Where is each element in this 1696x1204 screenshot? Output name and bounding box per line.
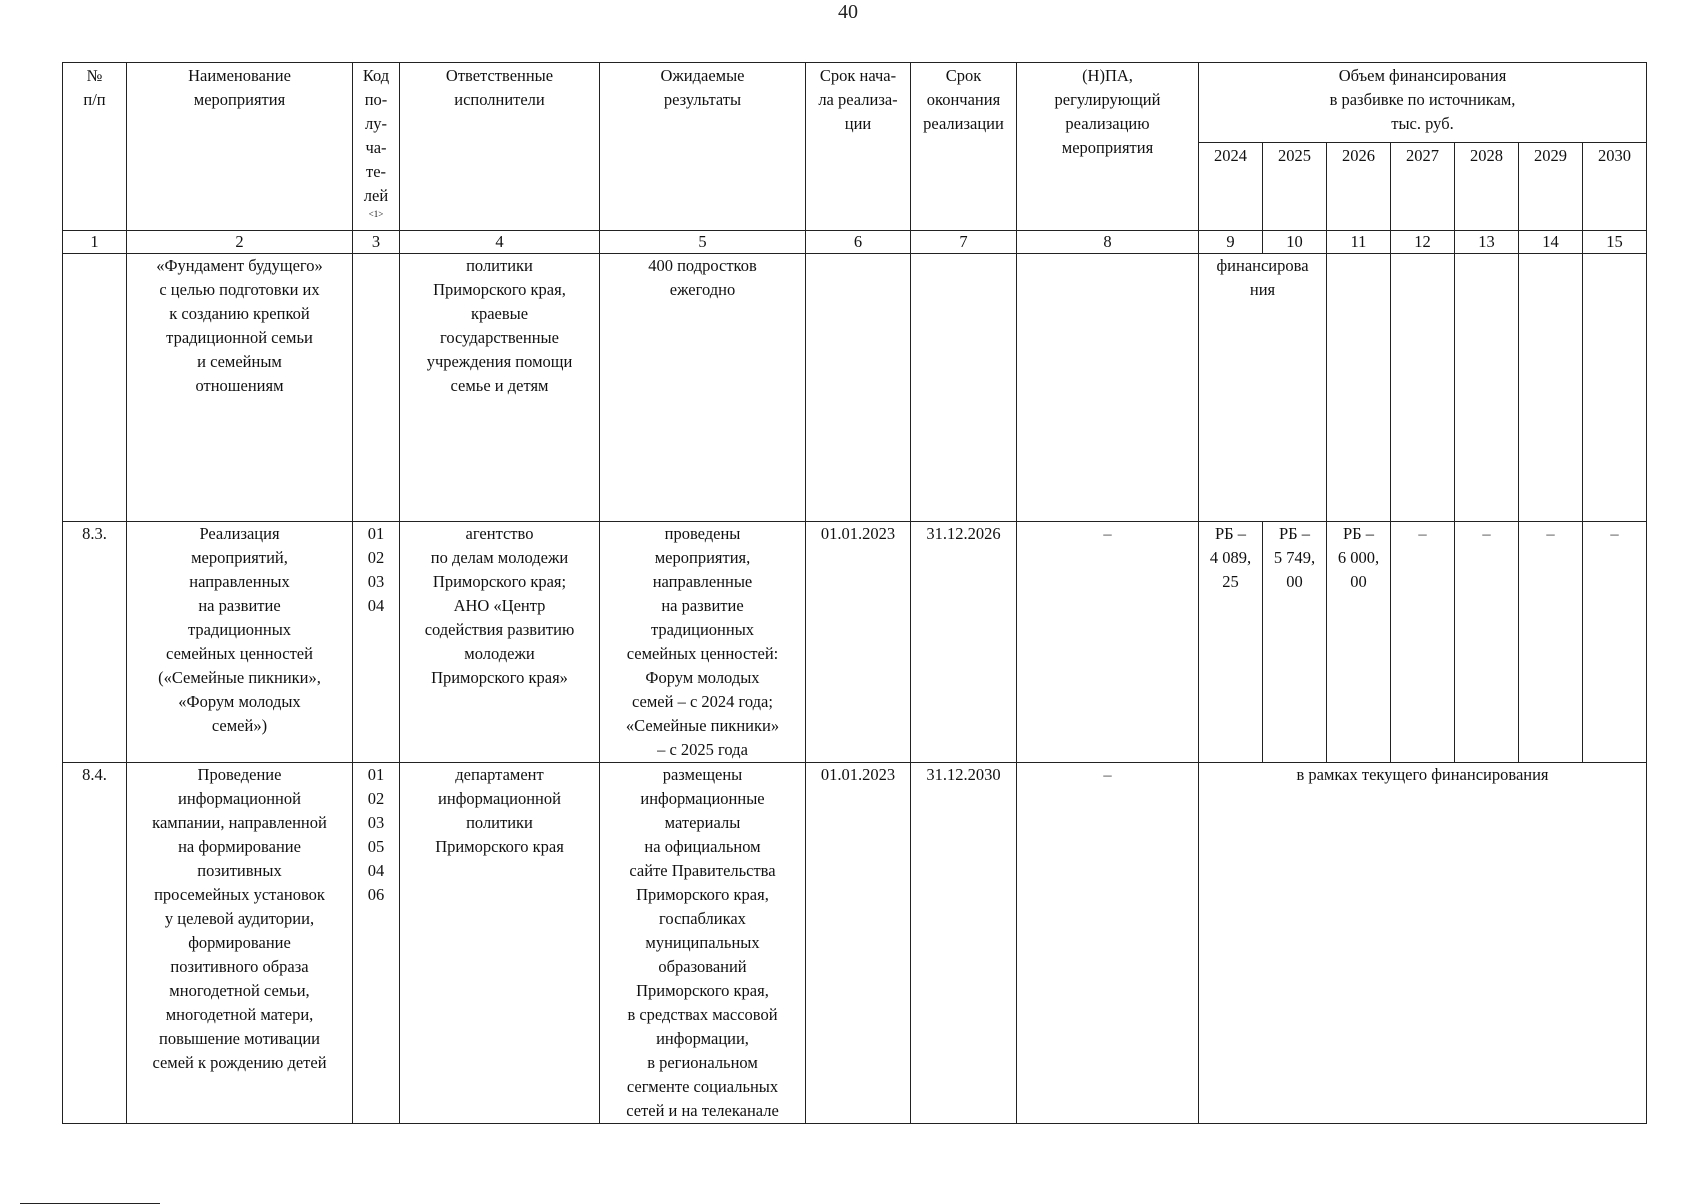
row-executors: политики Приморского края, краевые государственные учреждения помощи семье и детям: [400, 254, 600, 522]
header-npa: (Н)ПА, регулирующий реализацию мероприятия: [1017, 63, 1199, 231]
header-year-2025: 2025: [1263, 143, 1327, 231]
header-code-label: Код по- лу- ча- те- лей: [362, 66, 390, 205]
row-start: [806, 254, 911, 522]
table-row: [63, 522, 1647, 763]
column-number: 7: [911, 231, 1017, 254]
row-finance-2027: –: [1391, 522, 1455, 763]
row-end: 31.12.2026: [911, 522, 1017, 763]
row-num: [63, 254, 127, 522]
row-num: 8.4.: [63, 763, 127, 1124]
column-numbers-row: [63, 231, 1647, 254]
row-finance-empty: [1583, 254, 1647, 522]
row-finance-2024: РБ – 4 089, 25: [1199, 522, 1263, 763]
row-codes: 01 02 03 04: [353, 522, 400, 763]
column-number: 2: [127, 231, 353, 254]
header-start: Срок нача- ла реализа- ции: [806, 63, 911, 231]
row-finance-empty: [1455, 254, 1519, 522]
row-finance-empty: [1327, 254, 1391, 522]
header-num: № п/п: [63, 63, 127, 231]
header-year-2026: 2026: [1327, 143, 1391, 231]
header-year-2024: 2024: [1199, 143, 1263, 231]
column-number: 12: [1391, 231, 1455, 254]
row-results: проведены мероприятия, направленные на развитие традиционных семейных ценностей: Форум молодых семей – с 2024 года; «Семейные пикники» – с 2025 года: [600, 522, 806, 763]
table-row: [63, 254, 1647, 522]
row-codes: [353, 254, 400, 522]
header-year-2028: 2028: [1455, 143, 1519, 231]
column-number: 8: [1017, 231, 1199, 254]
table-row: [63, 763, 1647, 1124]
row-end: 31.12.2030: [911, 763, 1017, 1124]
row-finance-merged: в рамках текущего финансирования: [1199, 763, 1647, 1124]
row-start: 01.01.2023: [806, 522, 911, 763]
header-year-2027: 2027: [1391, 143, 1455, 231]
header-code: [353, 63, 400, 231]
column-number: 15: [1583, 231, 1647, 254]
row-finance-2029: –: [1519, 522, 1583, 763]
header-end: Срок окончания реализации: [911, 63, 1017, 231]
row-name: Реализация мероприятий, направленных на развитие традиционных семейных ценностей («Семейные пикники», «Форум молодых семей»): [127, 522, 353, 763]
column-number: 11: [1327, 231, 1391, 254]
row-finance-2026: РБ – 6 000, 00: [1327, 522, 1391, 763]
page-number: 40: [838, 1, 858, 23]
header-results: Ожидаемые результаты: [600, 63, 806, 231]
header-executors: Ответственные исполнители: [400, 63, 600, 231]
header-finance: Объем финансирования в разбивке по источникам, тыс. руб.: [1199, 63, 1647, 143]
row-npa: –: [1017, 522, 1199, 763]
row-finance-empty: [1519, 254, 1583, 522]
row-executors: агентство по делам молодежи Приморского края; АНО «Центр содействия развитию молодежи Приморского края»: [400, 522, 600, 763]
header-name: Наименование мероприятия: [127, 63, 353, 231]
header-year-2029: 2029: [1519, 143, 1583, 231]
row-start: 01.01.2023: [806, 763, 911, 1124]
column-number: 13: [1455, 231, 1519, 254]
row-finance-2030: –: [1583, 522, 1647, 763]
row-finance-2025: РБ – 5 749, 00: [1263, 522, 1327, 763]
row-results: размещены информационные материалы на официальном сайте Правительства Приморского края, госпабликах муниципальных образований Приморского края, в средствах массовой информации, в региональном сегменте социальных сетей и на телеканале: [600, 763, 806, 1124]
row-finance-merged: финансирова ния: [1199, 254, 1327, 522]
column-number: 3: [353, 231, 400, 254]
row-finance-empty: [1391, 254, 1455, 522]
column-number: 1: [63, 231, 127, 254]
row-name: Проведение информационной кампании, направленной на формирование позитивных просемейных установок у целевой аудитории, формирование позитивного образа многодетной семьи, многодетной матери, повышение мотивации семей к рождению детей: [127, 763, 353, 1124]
row-finance-2028: –: [1455, 522, 1519, 763]
header-year-2030: 2030: [1583, 143, 1647, 231]
header-code-note: <1>: [368, 209, 384, 219]
row-npa: –: [1017, 763, 1199, 1124]
column-number: 4: [400, 231, 600, 254]
row-name: «Фундамент будущего» с целью подготовки их к созданию крепкой традиционной семьи и семейным отношениям: [127, 254, 353, 522]
row-num: 8.3.: [63, 522, 127, 763]
column-number: 9: [1199, 231, 1263, 254]
column-number: 5: [600, 231, 806, 254]
row-results: 400 подростков ежегодно: [600, 254, 806, 522]
column-number: 10: [1263, 231, 1327, 254]
column-number: 14: [1519, 231, 1583, 254]
activities-table: [62, 62, 1647, 1124]
row-npa: [1017, 254, 1199, 522]
column-number: 6: [806, 231, 911, 254]
row-executors: департамент информационной политики Приморского края: [400, 763, 600, 1124]
row-codes: 01 02 03 05 04 06: [353, 763, 400, 1124]
row-end: [911, 254, 1017, 522]
